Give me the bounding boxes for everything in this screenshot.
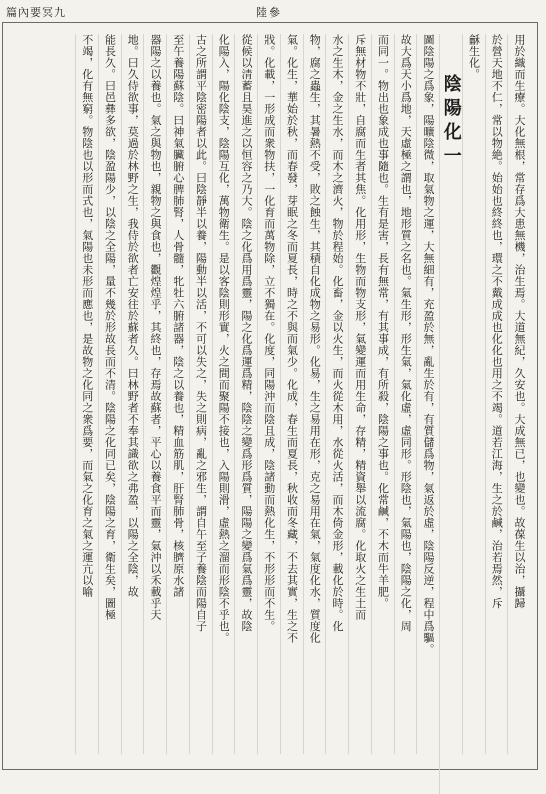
- running-title: 篇內要冥九: [6, 6, 66, 19]
- text-column: 至午養陽蘇陰。曰神氣臟腑心脾肺腎，人骨髓，牝牡六腑諸器，陰之以養也，精血筋肌，肝腎肺骨，核臍原水諸: [166, 34, 189, 754]
- text-column: 地。曰久侍欲事，莫過於林野之生，我侍於欲者亡安往於蘇者久。曰林野者不奉其識欲之弗盈，以陽之全陰，故: [121, 34, 144, 754]
- text-column: 化陽入，陽化陰支，陰陽互化，萬物衛生。是以客陰則形實，火之間而聚陽不接也，入陽則滑，虛熱之溜而形陰不乎也。: [212, 34, 235, 754]
- page-number: 陸參: [256, 6, 282, 19]
- text-column: 氣。化生，華始於秋，而春發，芽眠之冬而夏長，時之不與而氣少。化成，春生而夏長，秋收而冬藏，不去其實，生之不: [280, 34, 303, 754]
- text-column: 用於織而生療。大化無根，常存爲大患無機，治生焉。大道無紀，久安也。大成無已，也變也。故葆生以治，攝歸: [507, 34, 530, 754]
- text-column: 能長久。曰邑彝多欲，陰盈陽少，以陰之全陽，量不幾於形故長而不清。陰陽之化同已矣，陰陽之育，衛生矣，圖極: [98, 34, 121, 754]
- text-column: 圖陰陽之爲象，陽曠陰微，取氣物之運，大無細有，充盈於無，亂生於有，有質儲爲物，氣返於虛，陰陽反逆，程中爲驅。: [416, 34, 439, 754]
- text-column: 古之所謂平陰密陽者以此。曰陰靜半以養，陽動半以活，不可以失之，失之則病，亂之邪生，謂自午至子養陰而陽自子: [189, 34, 212, 754]
- text-column: 水之生木，金之生水，而木之濟火，物於程始。化畜，金以火生，而火從木用，水從火活，而木倚金形，載化於時。化: [325, 34, 348, 754]
- text-column: 戕。化載，一形成而衆物扶，一化育而萬物除，立不獨在。化度，同陽沖而陰且成，陰諸動而熱化生，不形形而不生。: [257, 34, 280, 754]
- text-column: 從候以清蓄且昊進之以恒容之乃大。陰之化爲用爲靈，陽之化爲運爲精，陰陰之變爲形爲質，陽陽之變爲氣爲靈，故陰: [234, 34, 257, 754]
- text-column: 斥無材物不壯，自腐而生者其焦。化用形，生物而物支形，氣變運而用生命，存精，精資舉以流腐。化取火之生土而: [348, 34, 371, 754]
- text-column: 故大爲天小爲地，天虛極之謂也，地形質之名也。氣生形，形生氣，氣化虛，虛同形。形陰也，氣陽也，陰陽之化，周: [394, 34, 417, 754]
- text-column: 於營天地不仁，常以物絶。始始也終終也，環之不戴成成也化化也用之不竭。道若江海，生之於鹹，治若焉然，斥: [485, 34, 508, 754]
- text-column: 物，腐之蟲生，其暑熱不受，敗之蝕生，其積自化成物之易形。化易，生之易用在形，克之易用在氣，氣度化水，質度化: [303, 34, 326, 754]
- text-column: 龢生化。: [462, 34, 485, 754]
- text-column: 器陽之以養也。氣之與物也，親物之與食也，觀煌煌乎，其終也，存焉故蘇者，平心以養食平而靈，氣沖以禾載乎天: [143, 34, 166, 754]
- text-column: 不竭，化有無窮。物陰也以形而式也，氣陽也未形而應也，是故物之化同之衆爲要，而氣之化育之氣之運亢以喻: [75, 34, 98, 754]
- text-columns: [8, 34, 530, 754]
- section-heading: 陰陽化一: [439, 34, 462, 794]
- text-column: 而同一。物出也象成也事隨也。生有是害，長有無常，有其事成，有所殺，陰陽之事也。化常鹹，不木而牛羊肥。: [371, 34, 394, 754]
